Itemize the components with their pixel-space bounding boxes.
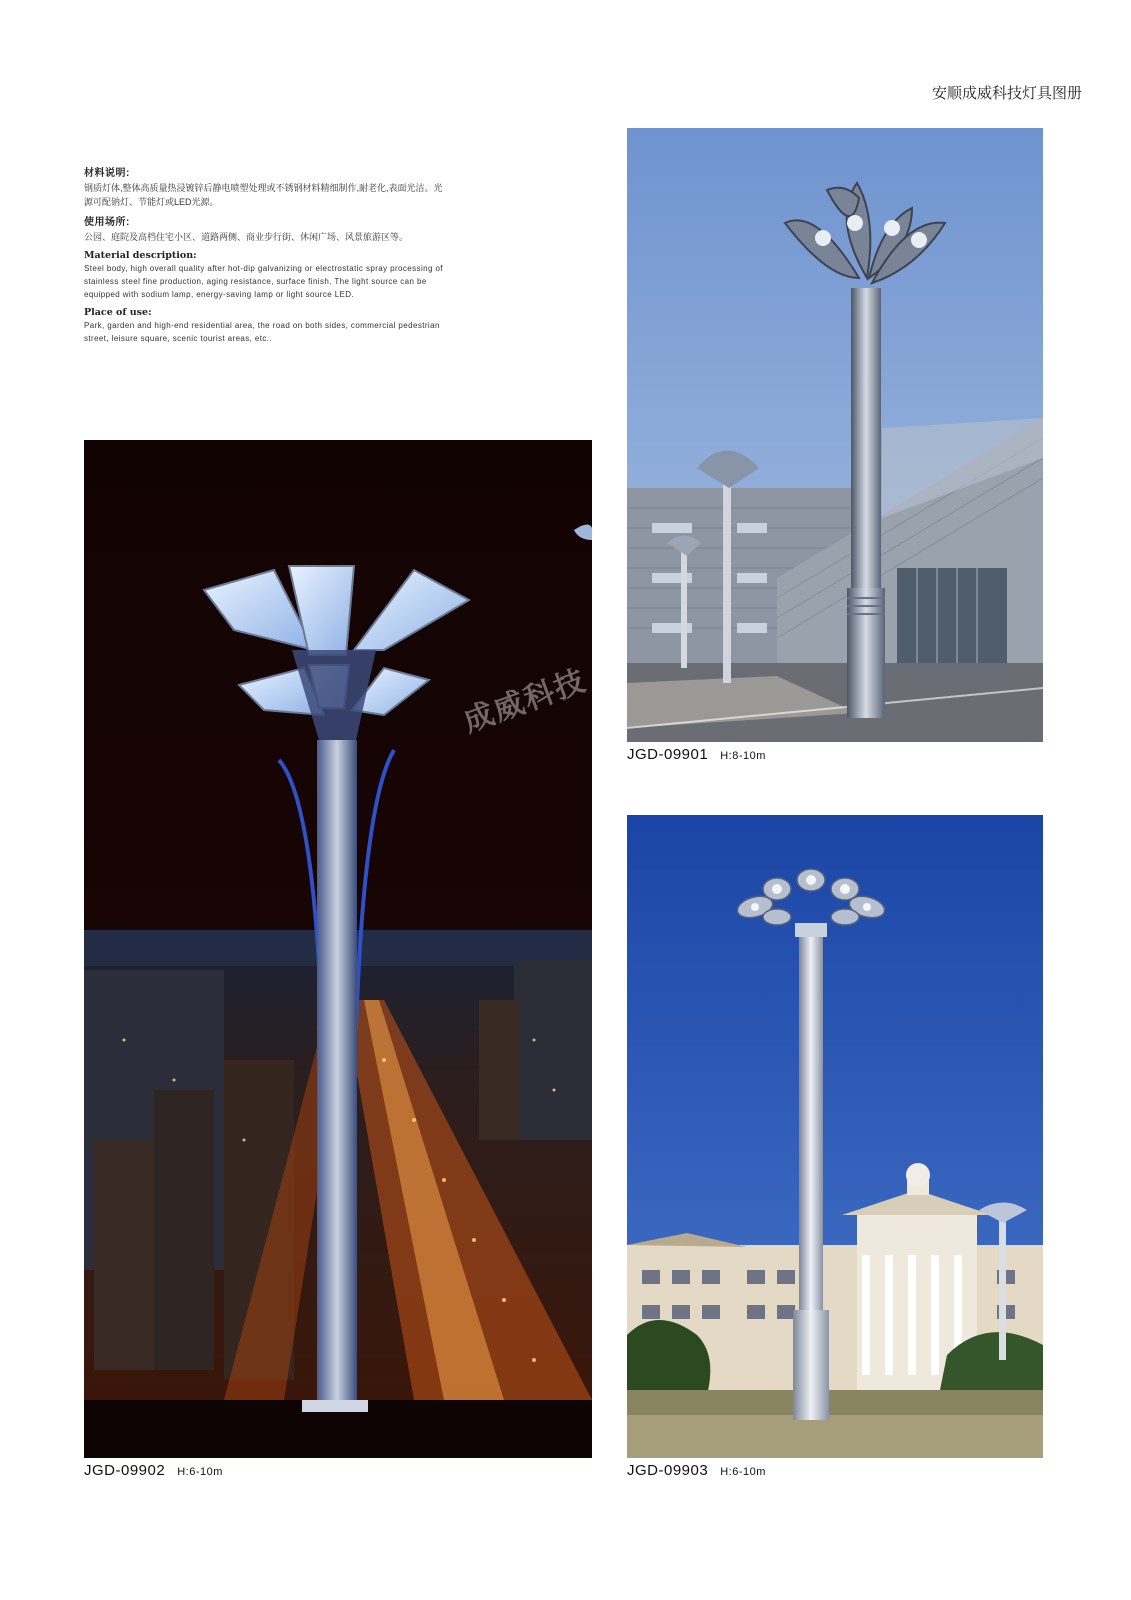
catalog-title: 安顺成威科技灯具图册 xyxy=(931,84,1082,102)
product-height: H:6-10m xyxy=(177,1466,223,1478)
lotus-lamp-building-photo xyxy=(627,128,1043,742)
place-heading-cn: 使用场所: xyxy=(84,217,130,228)
watermark-text: 成威科技 xyxy=(459,662,592,740)
material-text-en: Steel body, high overall quality after hot-dip galvanizing or electrostatic spray processing of stainless steel fine production, aging resistance, surface finish. The light source can be equipped with sodium lamp, energy-saving lamp or light source LED. xyxy=(84,264,443,299)
product-photo-jgd-09903 xyxy=(627,815,1043,1458)
place-text-en: Park, garden and high-end residential area, the road on both sides, commercial pedestrian street, leisure square, scenic tourist areas, etc.. xyxy=(84,321,440,343)
flower-led-lamp-night-photo xyxy=(84,440,592,1458)
product-caption-jgd-09901 xyxy=(627,746,766,763)
place-text-cn: 公园、庭院及高档住宅小区、道路两侧、商业步行街、休闲广场、风景旅游区等。 xyxy=(84,232,409,242)
product-photo-jgd-09902 xyxy=(84,440,592,1458)
place-heading-en: Place of use: xyxy=(84,307,152,318)
peacock-lamp-mansion-photo xyxy=(627,815,1043,1458)
material-heading-cn: 材料说明: xyxy=(84,168,130,179)
product-model: JGD-09903 xyxy=(627,1462,709,1479)
product-height: H:6-10m xyxy=(720,1466,766,1478)
material-heading-en: Material description: xyxy=(84,250,197,261)
material-description-block xyxy=(84,164,444,345)
product-height: H:8-10m xyxy=(720,750,766,762)
product-photo-jgd-09901 xyxy=(627,128,1043,742)
material-text-cn: 钢质灯体,整体高质量热浸镀锌后静电喷塑处理或不锈钢材料精细制作,耐老化,表面光洁。光源可配钠灯、节能灯或LED光源。 xyxy=(84,183,443,207)
product-model: JGD-09901 xyxy=(627,746,709,763)
product-caption-jgd-09902 xyxy=(84,1462,223,1479)
product-model: JGD-09902 xyxy=(84,1462,166,1479)
product-caption-jgd-09903 xyxy=(627,1462,766,1479)
